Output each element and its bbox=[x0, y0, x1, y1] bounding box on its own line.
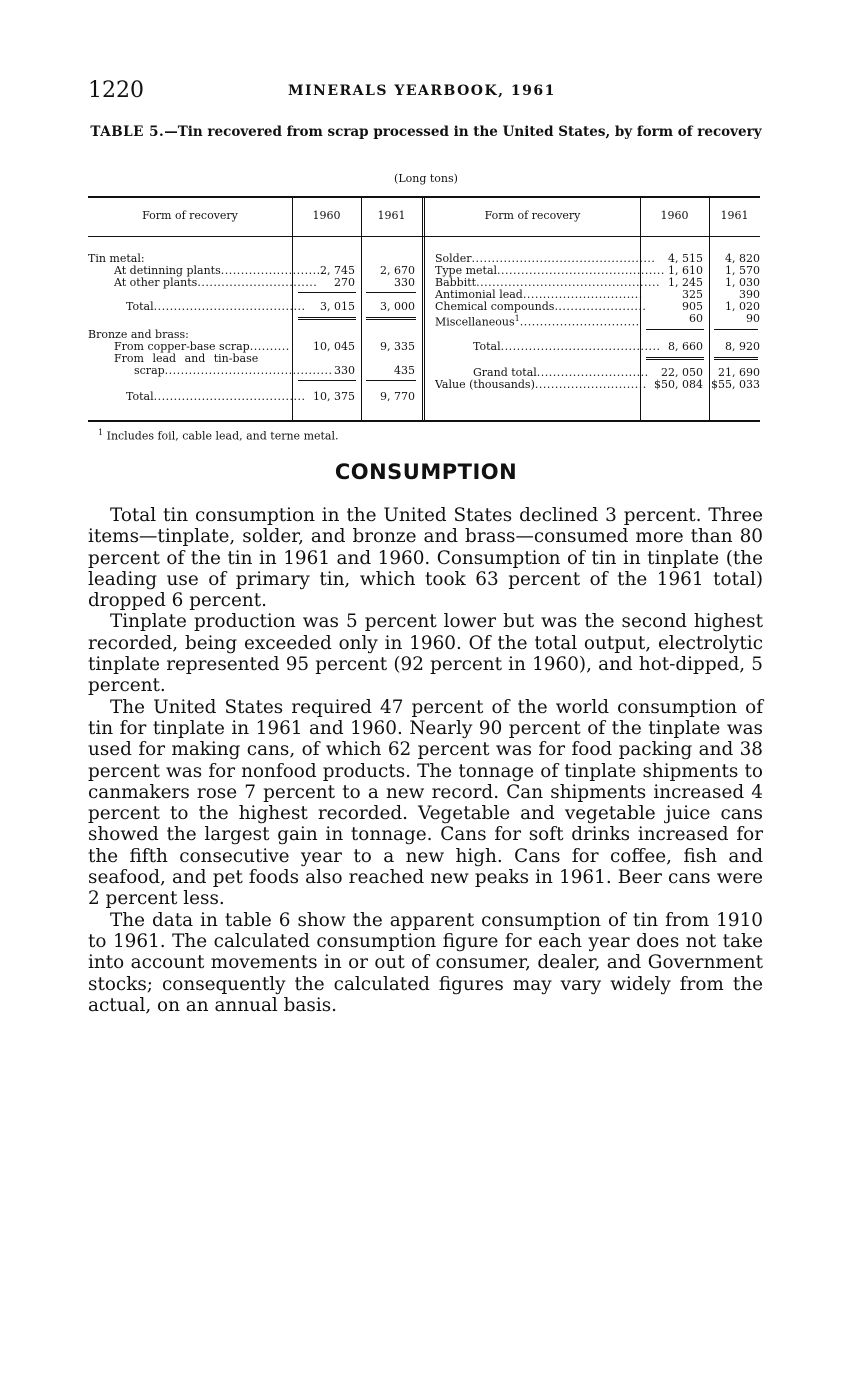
column-header-form-left: Form of recovery bbox=[142, 209, 238, 222]
row-label-grand-total: Grand total............................ bbox=[473, 366, 649, 379]
sum-rule bbox=[366, 380, 416, 381]
cell-misc-1960: 60 bbox=[689, 312, 703, 325]
row-label-value: Value (thousands)............................ bbox=[435, 378, 647, 391]
row-label-lead-tin-base-cont: scrap.......................................... bbox=[134, 364, 333, 377]
cell-right-total-1960: 8, 660 bbox=[668, 340, 703, 353]
table-caption bbox=[88, 124, 764, 141]
cell-detinning-1960: 2, 745 bbox=[320, 264, 355, 277]
sum-rule bbox=[298, 380, 356, 381]
row-label-chemical: Chemical compounds....................... bbox=[435, 300, 647, 313]
column-header-1960-left: 1960 bbox=[312, 209, 341, 222]
cell-tin-total-1960: 3, 015 bbox=[320, 300, 355, 313]
sum-rule bbox=[366, 292, 416, 293]
column-header-1961-left: 1961 bbox=[377, 209, 406, 222]
cell-antimonial-1961: 390 bbox=[739, 288, 760, 301]
row-label-miscellaneous: Miscellaneous$^1$.............................. bbox=[435, 314, 640, 329]
cell-detinning-1961: 2, 670 bbox=[380, 264, 415, 277]
cell-babbitt-1960: 1, 245 bbox=[668, 276, 703, 289]
cell-copper-1960: 10, 045 bbox=[313, 340, 355, 353]
cell-bronze-total-1961: 9, 770 bbox=[380, 390, 415, 403]
cell-misc-1961: 90 bbox=[746, 312, 760, 325]
column-header-1961-right: 1961 bbox=[720, 209, 749, 222]
row-label-bronze-total: Total...................................... bbox=[126, 390, 306, 403]
table-footnote bbox=[98, 428, 339, 443]
paragraph: The United States required 47 percent of the world consumption of tin for tinplate in 1961 and 1960. Nearly 90 percent of the tinplate was used for making cans, of which 62 percent was for food packing and 38 percent was for nonfood products. The tonnage of tinplate shipments to canmakers rose 7 percent to a new record. Can shipments increased 4 percent to the highest recorded. Vegetable and vegetable juice cans showed the largest gain in tonnage. Cans for soft drinks increased for the fifth consecutive year to a new high. Cans for coffee, fish and seafood, and pet foods also reached new peaks in 1961. Beer cans were 2 percent less. bbox=[88, 696, 763, 910]
row-label-lead-tin-base: From lead and tin-base bbox=[114, 352, 259, 365]
page-header bbox=[88, 78, 768, 108]
row-label-detinning: At detinning plants.......................... bbox=[114, 264, 325, 277]
cell-antimonial-1960: 325 bbox=[682, 288, 703, 301]
total-rule bbox=[298, 317, 356, 320]
header-rule bbox=[88, 236, 760, 237]
paragraph: The data in table 6 show the apparent consumption of tin from 1910 to 1961. The calculated consumption figure for each year does not take into account movements in or out of consumer, dealer, and Government stocks; consequently the calculated figures may vary widely from the actual, on an annual basis. bbox=[88, 909, 763, 1016]
sum-rule bbox=[298, 292, 356, 293]
cell-chemical-1960: 905 bbox=[682, 300, 703, 313]
cell-lead-1960: 330 bbox=[334, 364, 355, 377]
column-header-form-right: Form of recovery bbox=[484, 209, 581, 222]
cell-lead-1961: 435 bbox=[394, 364, 415, 377]
row-label-other-plants: At other plants.............................. bbox=[114, 276, 318, 289]
cell-copper-1961: 9, 335 bbox=[380, 340, 415, 353]
sum-rule bbox=[714, 329, 758, 330]
row-label-tin-total: Total...................................... bbox=[126, 300, 306, 313]
cell-right-total-1961: 8, 920 bbox=[725, 340, 760, 353]
row-heading-bronze: Bronze and brass: bbox=[88, 328, 189, 341]
column-rule-double bbox=[422, 198, 425, 420]
paragraph: Tinplate production was 5 percent lower but was the second highest recorded, being exceeded only in 1960. Of the total output, electrolytic tinplate represented 95 percent (92 percent in 1960), and hot-dipped, 5 percent. bbox=[88, 611, 763, 697]
footnote-text: Includes foil, cable lead, and terne metal. bbox=[106, 429, 339, 443]
row-label-solder: Solder.............................................. bbox=[435, 252, 656, 265]
cell-bronze-total-1960: 10, 375 bbox=[313, 390, 355, 403]
cell-babbitt-1961: 1, 030 bbox=[725, 276, 760, 289]
cell-other-1961: 330 bbox=[394, 276, 415, 289]
table-units: (Long tons) bbox=[394, 172, 458, 185]
sum-rule bbox=[646, 329, 704, 330]
tin-recovery-table bbox=[88, 196, 760, 422]
row-label-right-total: Total........................................ bbox=[473, 340, 661, 353]
paragraph: Total tin consumption in the United States declined 3 percent. Three items—tinplate, solder, and bronze and brass—consumed more than 80 percent of the tin in 1961 and 1960. Consumption of tin in tinplate (the leading use of primary tin, which took 63 percent of the 1961 total) dropped 6 percent. bbox=[88, 505, 763, 612]
table-caption-lead: TABLE 5. bbox=[90, 124, 165, 140]
row-label-antimonial: Antimonial lead.............................. bbox=[435, 288, 643, 301]
cell-chemical-1961: 1, 020 bbox=[725, 300, 760, 313]
column-header-1960-right: 1960 bbox=[660, 209, 689, 222]
body-text bbox=[88, 505, 763, 1016]
table-caption-text: —Tin recovered from scrap processed in the United States, by form of recovery bbox=[164, 124, 762, 140]
row-label-copper-base: From copper-base scrap.......... bbox=[114, 340, 290, 353]
footnote-ref: 1 bbox=[514, 314, 520, 323]
cell-grand-total-1960: 22, 050 bbox=[661, 366, 703, 379]
row-label-babbitt: Babbitt.............................................. bbox=[435, 276, 660, 289]
page-number: 1220 bbox=[88, 78, 144, 103]
cell-value-1960: $50, 084 bbox=[654, 378, 703, 391]
row-heading-tin-metal: Tin metal: bbox=[88, 252, 145, 265]
total-rule bbox=[646, 357, 704, 360]
cell-other-1960: 270 bbox=[334, 276, 355, 289]
cell-type-1961: 1, 570 bbox=[725, 264, 760, 277]
footnote-mark: 1 bbox=[98, 428, 104, 437]
cell-value-1961: $55, 033 bbox=[711, 378, 760, 391]
cell-solder-1961: 4, 820 bbox=[725, 252, 760, 265]
total-rule bbox=[366, 317, 416, 320]
section-heading: CONSUMPTION bbox=[334, 460, 518, 484]
running-head: MINERALS YEARBOOK, 1961 bbox=[288, 83, 556, 99]
cell-grand-total-1961: 21, 690 bbox=[718, 366, 760, 379]
row-label-type-metal: Type metal.......................................... bbox=[435, 264, 665, 277]
cell-tin-total-1961: 3, 000 bbox=[380, 300, 415, 313]
cell-type-1960: 1, 610 bbox=[668, 264, 703, 277]
cell-solder-1960: 4, 515 bbox=[668, 252, 703, 265]
total-rule bbox=[714, 357, 758, 360]
